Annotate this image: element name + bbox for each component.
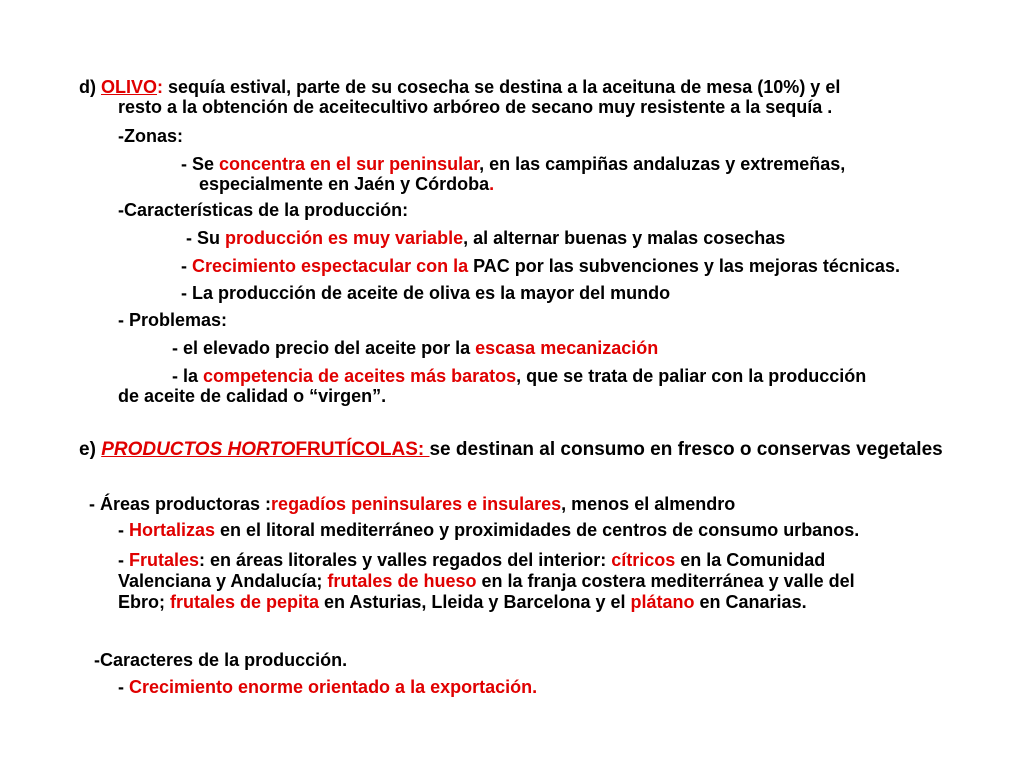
olivo-caract-item-1: - Su producción es muy variable, al alternar buenas y malas cosechas [186,228,786,248]
olivo-problemas-heading: - Problemas: [118,310,228,330]
horto-title-italic: PRODUCTOS HORTO [101,439,296,460]
horto-caract-item-1: - Crecimiento enorme orientado a la exportación. [118,677,538,697]
olivo-caract-heading: -Características de la producción: [118,200,409,220]
olivo-caract-item-2: - Crecimiento espectacular con la PAC por las subvenciones y las mejoras técnicas. [181,256,900,276]
horto-title-rest: FRUTÍCOLAS: [295,439,430,460]
horto-areas-heading: - Áreas productoras :regadíos peninsulares e insulares, menos el almendro [89,494,736,514]
horto-label: e) [79,439,102,460]
horto-caract-heading: -Caracteres de la producción. [94,650,348,670]
olivo-label: d) [79,77,101,97]
olivo-intro-cont: resto a la obtención de aceitecultivo arbóreo de secano muy resistente a la sequía . [118,97,833,117]
horto-areas-item-frutales: - Frutales: en áreas litorales y valles regados del interior: cítricos en la Comunidad [118,550,826,570]
olivo-zonas-heading: -Zonas: [118,126,183,146]
olivo-colon: : [157,77,169,97]
horto-intro: se destinan al consumo en fresco o conservas vegetales [429,439,943,460]
horto-heading-line [79,440,943,460]
olivo-heading-line [79,77,840,97]
olivo-zonas-item: - Se concentra en el sur peninsular, en las campiñas andaluzas y extremeñas, [181,154,846,174]
olivo-problemas-item-1: - el elevado precio del aceite por la escasa mecanización [172,338,659,358]
olivo-zonas-item-cont: especialmente en Jaén y Córdoba. [199,174,495,194]
olivo-caract-item-3: - La producción de aceite de oliva es la mayor del mundo [181,283,671,303]
horto-areas-item-hortalizas: - Hortalizas en el litoral mediterráneo y proximidades de centros de consumo urbanos. [118,520,860,540]
olivo-problemas-item-2: - la competencia de aceites más baratos, que se trata de paliar con la producción [172,366,867,386]
olivo-title: OLIVO [101,77,158,97]
olivo-intro: sequía estival, parte de su cosecha se destina a la aceituna de mesa (10%) y el [168,77,841,97]
olivo-problemas-item-2-cont: de aceite de calidad o “virgen”. [118,386,387,406]
horto-areas-item-frutales-cont-2: Ebro; frutales de pepita en Asturias, Lleida y Barcelona y el plátano en Canarias. [118,592,807,612]
horto-areas-item-frutales-cont-1: Valenciana y Andalucía; frutales de hueso en la franja costera mediterránea y valle del [118,571,855,591]
